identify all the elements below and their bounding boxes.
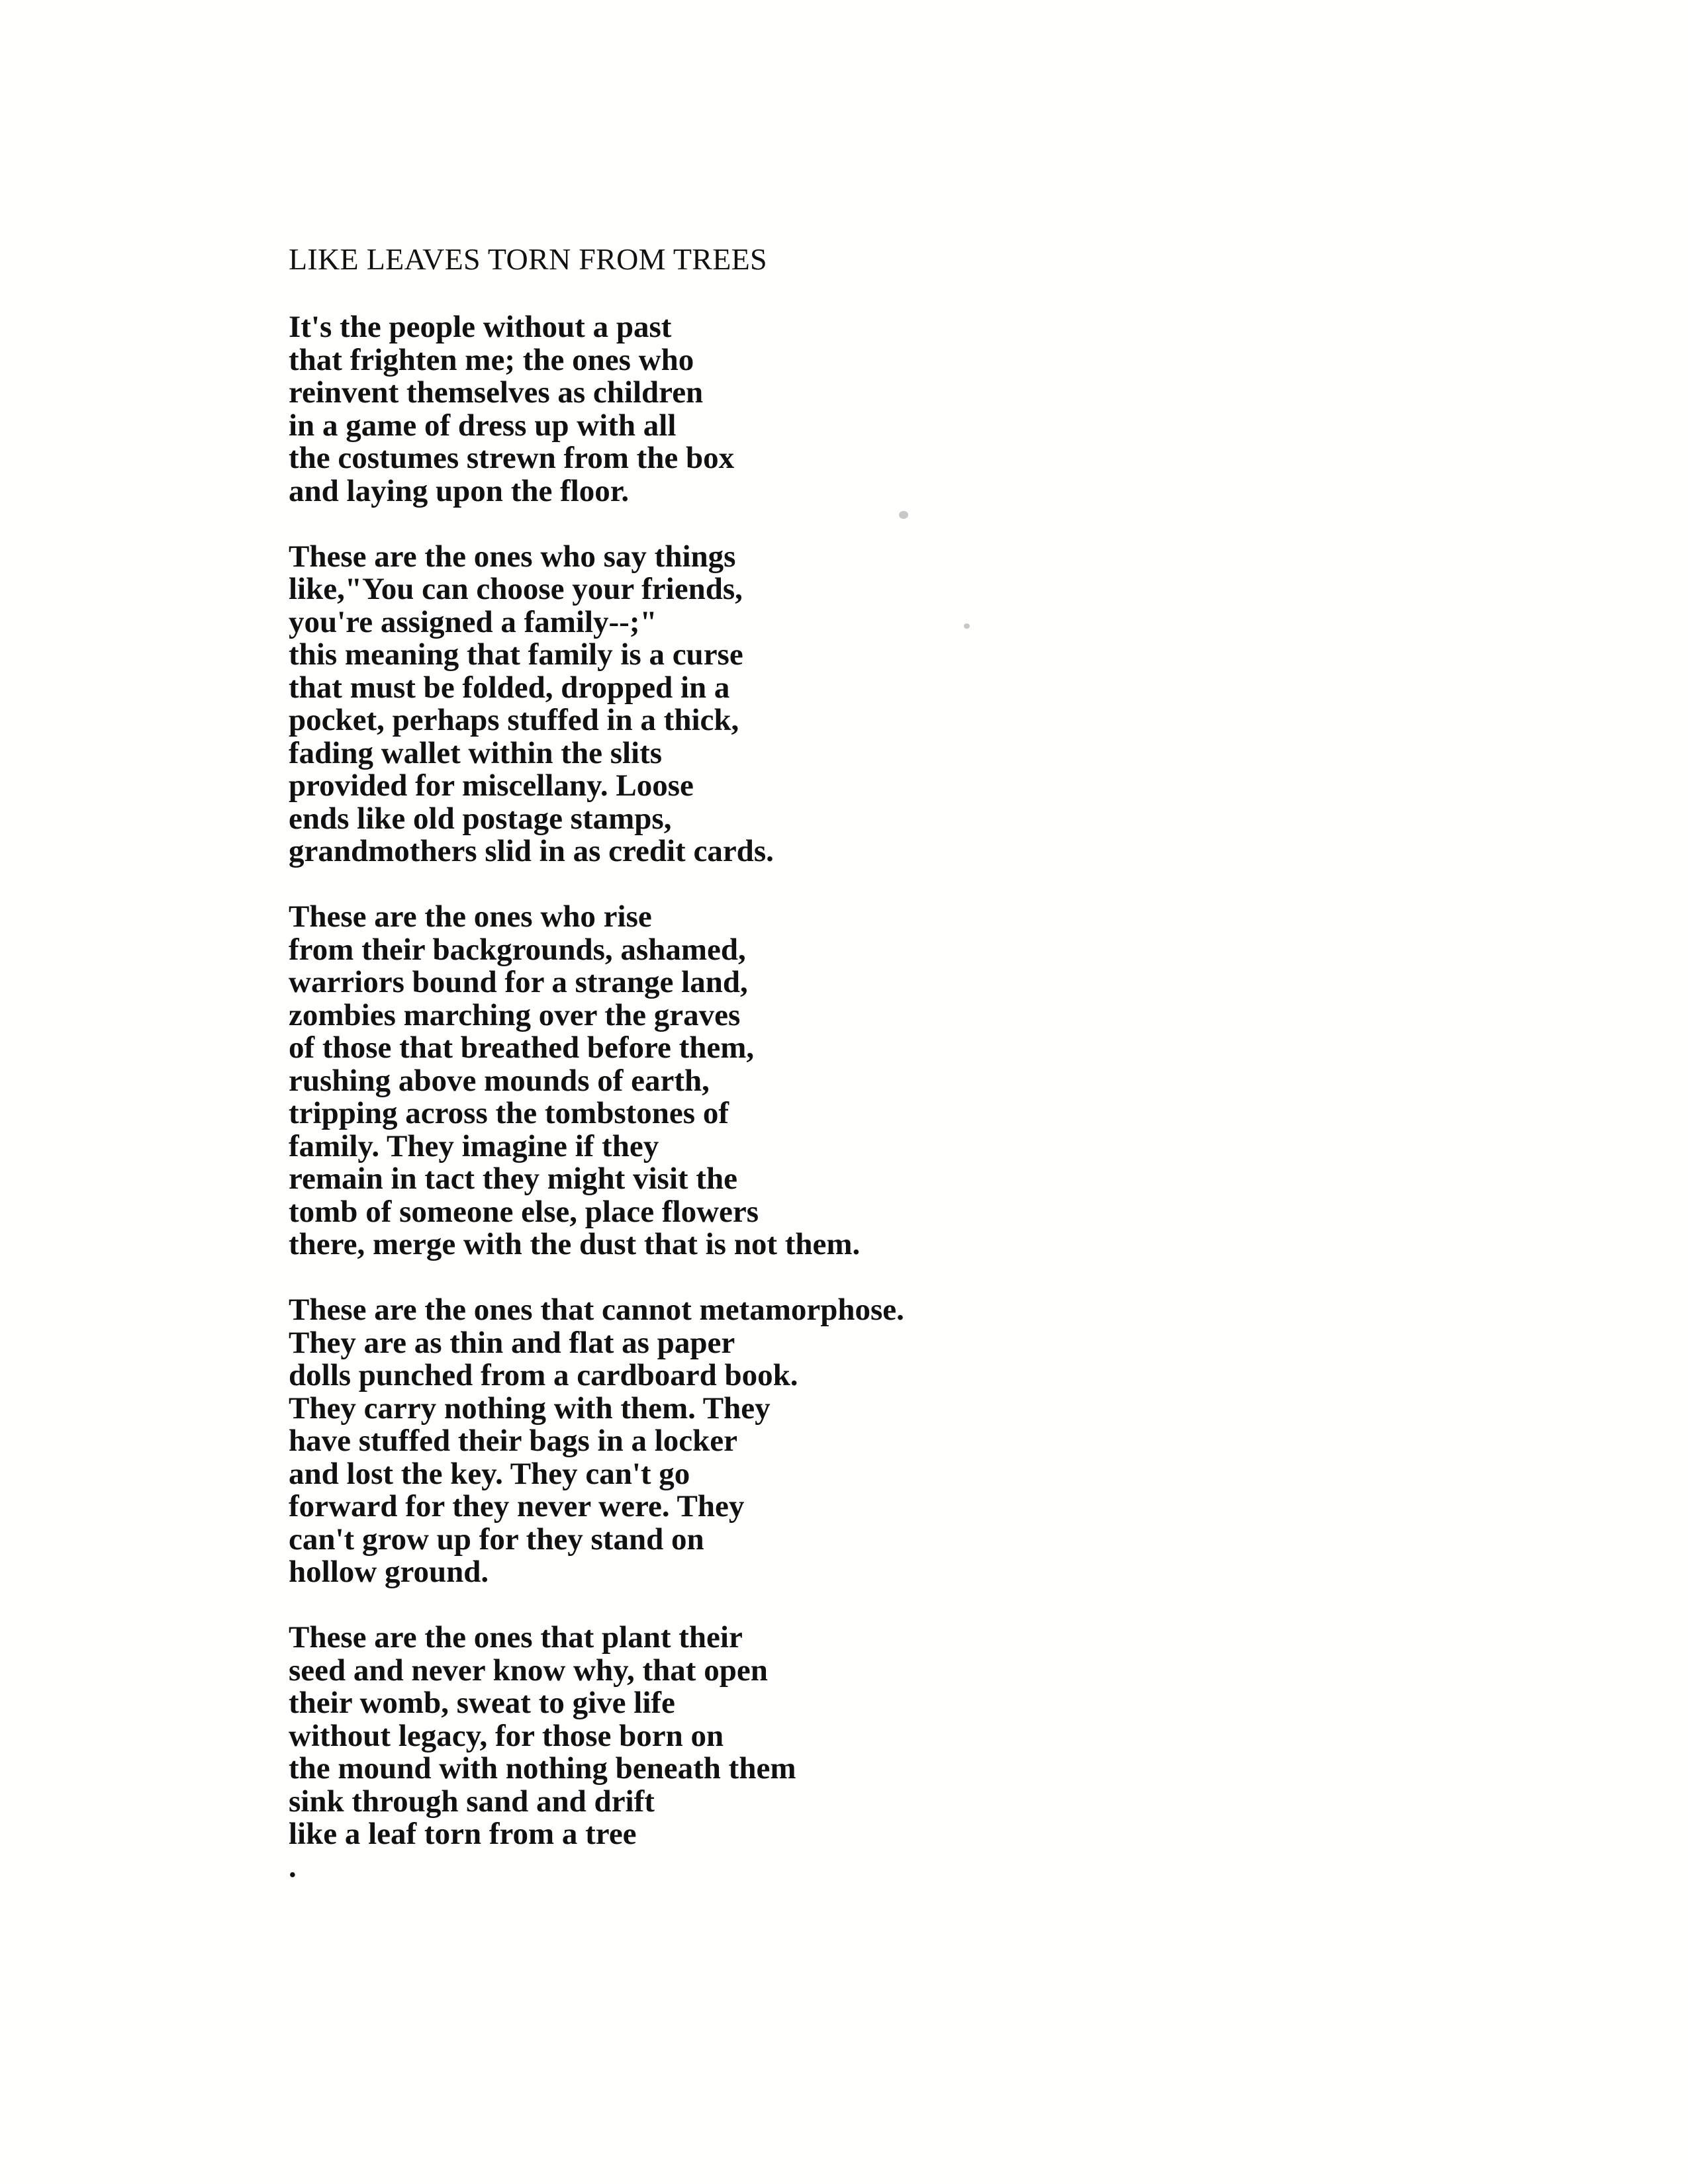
poem-line: this meaning that family is a curse — [289, 637, 743, 672]
poem-line: of those that breathed before them, — [289, 1030, 755, 1065]
poem-line: forward for they never were. They — [289, 1489, 745, 1524]
poem-line: have stuffed their bags in a locker — [289, 1424, 738, 1458]
poem-line: that frighten me; the ones who — [289, 342, 694, 377]
poem-line: the mound with nothing beneath them — [289, 1751, 796, 1786]
end-mark: . — [289, 1849, 297, 1884]
poem-line: rushing above mounds of earth, — [289, 1063, 710, 1098]
poem-line: fading wallet within the slits — [289, 735, 663, 770]
poem-line: like,"You can choose your friends, — [289, 572, 743, 606]
poem-line: These are the ones who rise — [289, 899, 652, 934]
poem-line: remain in tact they might visit the — [289, 1161, 737, 1196]
poem-line: It's the people without a past — [289, 310, 672, 344]
poem — [289, 240, 1414, 1884]
poem-line: their womb, sweat to give life — [289, 1686, 675, 1720]
stanza-5 — [289, 1621, 1414, 1851]
poem-line: dolls punched from a cardboard book. — [289, 1358, 798, 1392]
stanza-1 — [289, 311, 1414, 508]
poem-line: pocket, perhaps stuffed in a thick, — [289, 703, 739, 737]
poem-line: They carry nothing with them. They — [289, 1390, 771, 1426]
poem-line: warriors bound for a strange land, — [289, 965, 748, 999]
poem-line: tomb of someone else, place flowers — [289, 1194, 759, 1229]
stanza-2 — [289, 541, 1414, 868]
poem-line: and laying upon the floor. — [289, 473, 630, 508]
poem-line: that must be folded, dropped in a — [289, 670, 730, 705]
poem-line: can't grow up for they stand on — [289, 1522, 704, 1557]
poem-line: hollow ground. — [289, 1555, 489, 1589]
poem-line: These are the ones that cannot metamorphose. — [289, 1293, 904, 1327]
poem-line: seed and never know why, that open — [289, 1653, 768, 1688]
poem-line: from their backgrounds, ashamed, — [289, 932, 746, 967]
poem-line: ends like old postage stamps, — [289, 801, 672, 836]
poem-line: family. They imagine if they — [289, 1128, 659, 1163]
poem-line: you're assigned a family--;" — [289, 604, 657, 639]
poem-line: in a game of dress up with all — [289, 408, 677, 443]
poem-line: provided for miscellany. Loose — [289, 768, 694, 803]
stanza-3 — [289, 901, 1414, 1261]
poem-line: They are as thin and flat as paper — [289, 1325, 735, 1360]
poem-line: These are the ones who say things — [289, 539, 736, 574]
poem-title: LIKE LEAVES TORN FROM TREES — [289, 242, 767, 276]
poem-line: grandmothers slid in as credit cards. — [289, 834, 774, 868]
stanza-4 — [289, 1294, 1414, 1589]
poem-line: there, merge with the dust that is not them. — [289, 1227, 861, 1261]
poem-line: the costumes strewn from the box — [289, 441, 735, 475]
poem-line: like a leaf torn from a tree — [289, 1817, 637, 1851]
poem-line: These are the ones that plant their — [289, 1620, 743, 1655]
poem-line: without legacy, for those born on — [289, 1718, 724, 1753]
poem-line: zombies marching over the graves — [289, 997, 741, 1032]
poem-line: reinvent themselves as children — [289, 375, 704, 410]
poem-line: sink through sand and drift — [289, 1784, 655, 1819]
poem-line: tripping across the tombstones of — [289, 1096, 729, 1130]
poem-line: and lost the key. They can't go — [289, 1456, 690, 1491]
